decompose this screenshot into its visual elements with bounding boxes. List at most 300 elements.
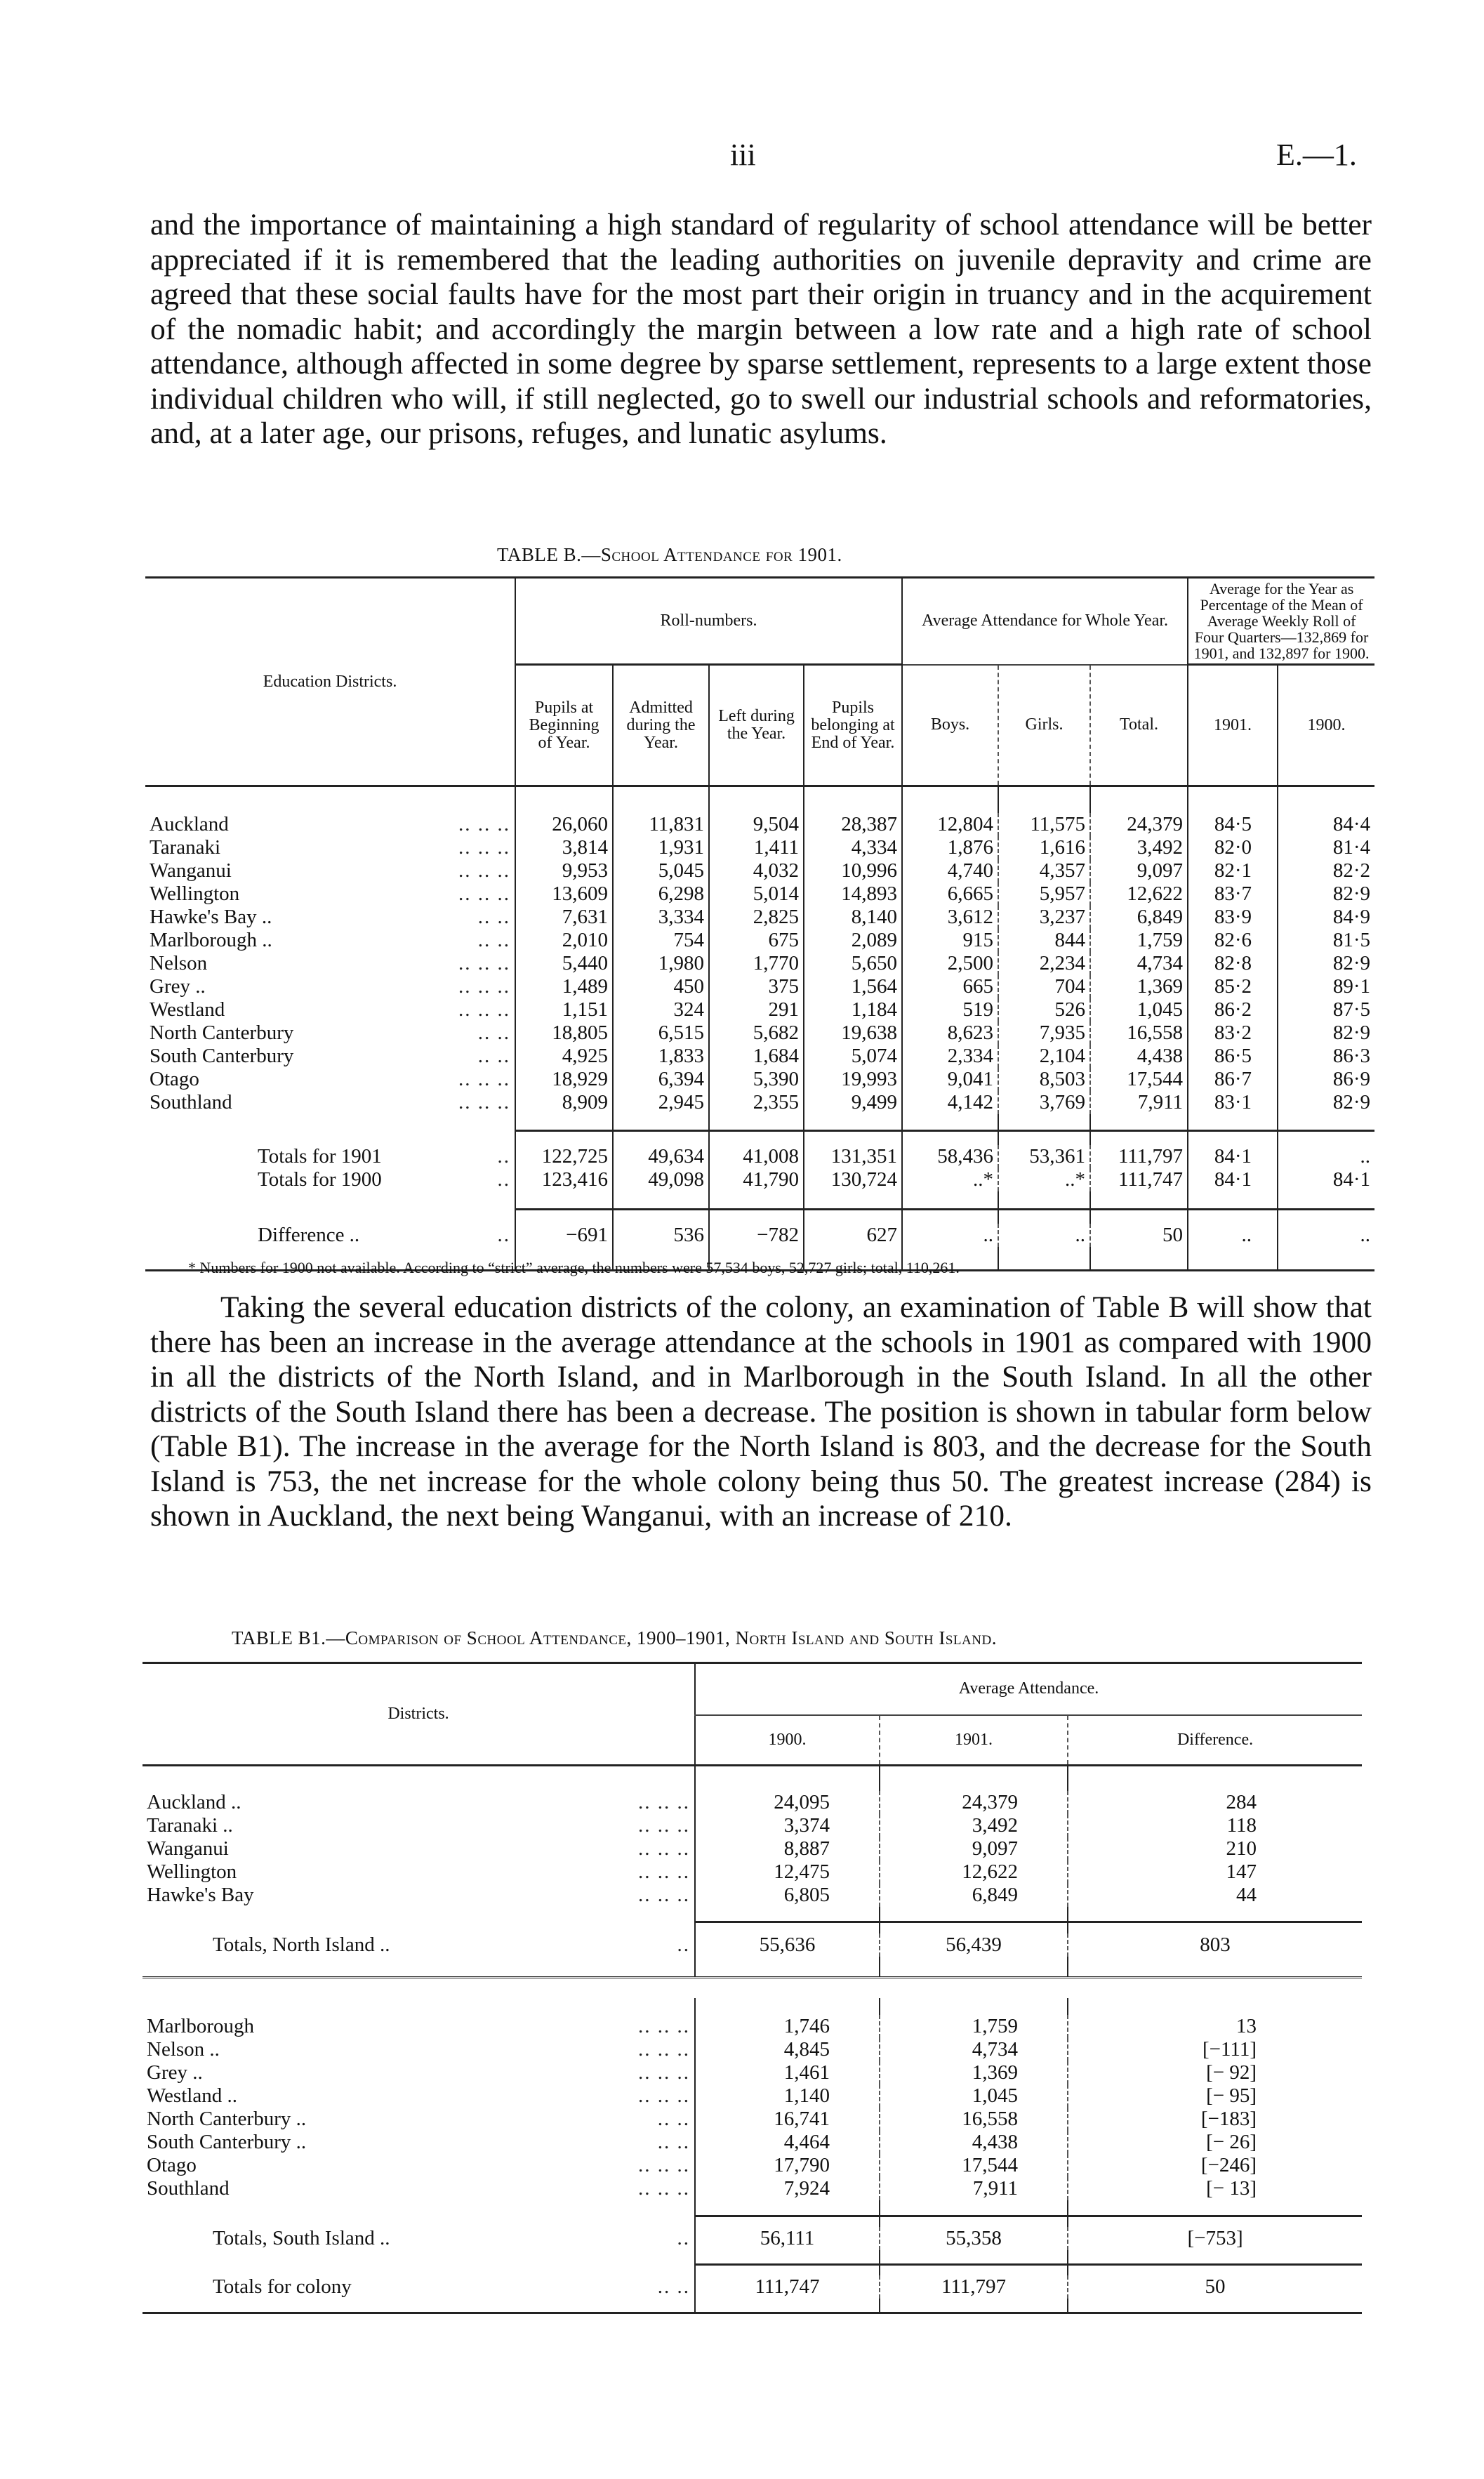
spacer-cell xyxy=(145,786,440,813)
cell-value: 24,379 xyxy=(880,1791,1068,1814)
table-row xyxy=(143,2084,1362,2108)
dot-leader: .. .. .. xyxy=(638,2038,691,2061)
cell-value: 1,770 xyxy=(709,952,804,975)
dot-leader: .. .. .. xyxy=(458,812,511,835)
north-island-total-row xyxy=(143,1933,1362,1957)
cell-value: 6,515 xyxy=(613,1022,709,1045)
column-header: Pupils at Beginning of Year. xyxy=(515,665,613,786)
row-spacer xyxy=(145,1210,1374,1224)
cell-value: 82·8 xyxy=(1188,952,1278,975)
spacer-cell xyxy=(998,786,1090,813)
table-row xyxy=(143,2061,1362,2084)
row-spacer xyxy=(145,1191,1374,1210)
spacer-cell xyxy=(695,2264,880,2275)
spacer-cell xyxy=(515,786,613,813)
cell-value: 2,334 xyxy=(902,1045,998,1068)
table-b1-comparison xyxy=(143,1662,1362,2314)
cell-value: 5,390 xyxy=(709,1068,804,1091)
cell-value: 1,616 xyxy=(998,836,1090,859)
district-name: Totals, North Island .. xyxy=(213,1933,390,1956)
spacer-cell xyxy=(284,2216,695,2227)
cell-value: 12,622 xyxy=(880,1860,1068,1884)
cell-value: 844 xyxy=(998,929,1090,952)
row-spacer xyxy=(143,2200,1362,2216)
column-header: 1900. xyxy=(695,1715,880,1766)
cell-value: 6,849 xyxy=(1090,906,1188,929)
cell-value: 704 xyxy=(998,975,1090,998)
table-row xyxy=(143,1860,1362,1884)
cell-value: 915 xyxy=(902,929,998,952)
cell-value: 1,759 xyxy=(880,2015,1068,2038)
table-row xyxy=(145,1068,1374,1091)
spacer-cell xyxy=(1068,1766,1362,1791)
row-spacer xyxy=(143,1907,1362,1922)
cell-value: [−246] xyxy=(1068,2154,1362,2177)
table-row xyxy=(143,1791,1362,1814)
cell-value: 12,804 xyxy=(902,813,998,836)
difference-row xyxy=(145,1224,1374,1247)
spacer-cell xyxy=(440,1131,515,1145)
cell-value: 147 xyxy=(1068,1860,1362,1884)
table-row xyxy=(145,859,1374,882)
cell-value: 13,609 xyxy=(515,882,613,906)
cell-value: 16,558 xyxy=(880,2108,1068,2131)
dot-leader: .. xyxy=(677,1933,691,1956)
cell-value: 12,475 xyxy=(695,1860,880,1884)
cell-value: 1,461 xyxy=(695,2061,880,2084)
spacer-cell xyxy=(804,1114,902,1131)
spacer-cell xyxy=(695,1957,880,1978)
cell-value: [− 92] xyxy=(1068,2061,1362,2084)
cell-value: 111,797 xyxy=(1090,1145,1188,1168)
district-name: South Canterbury xyxy=(150,1044,294,1067)
cell-value: 6,805 xyxy=(695,1884,880,1907)
dot-leader: .. .. .. xyxy=(638,1860,691,1883)
spacer-cell xyxy=(1090,1247,1188,1271)
table-row xyxy=(145,929,1374,952)
cell-value: 82·9 xyxy=(1278,882,1374,906)
cell-value: 4,464 xyxy=(695,2131,880,2154)
spacer-cell xyxy=(1278,1191,1374,1210)
cell-value: 111,747 xyxy=(695,2275,880,2299)
cell-value: 4,438 xyxy=(1090,1045,1188,1068)
cell-value: 3,237 xyxy=(998,906,1090,929)
spacer-cell xyxy=(1068,2216,1362,2227)
spacer-cell xyxy=(1188,786,1278,813)
column-header: Admitted during the Year. xyxy=(613,665,709,786)
cell-value: 58,436 xyxy=(902,1145,998,1168)
spacer-cell xyxy=(1278,1114,1374,1131)
spacer-cell xyxy=(515,1131,613,1145)
dot-leader: .. xyxy=(677,2227,691,2249)
column-header: Difference. xyxy=(1068,1715,1362,1766)
cell-value: 41,790 xyxy=(709,1168,804,1191)
cell-value: 82·2 xyxy=(1278,859,1374,882)
cell-value: 7,911 xyxy=(1090,1091,1188,1114)
spacer-cell xyxy=(1068,2250,1362,2264)
column-header: 1900. xyxy=(1278,665,1374,786)
totals-row xyxy=(145,1145,1374,1168)
cell-value: 2,089 xyxy=(804,929,902,952)
spacer-cell xyxy=(515,1191,613,1210)
cell-value: ..* xyxy=(998,1168,1090,1191)
cell-value: [−111] xyxy=(1068,2038,1362,2061)
cell-value: 519 xyxy=(902,998,998,1022)
cell-value: 450 xyxy=(613,975,709,998)
cell-value: 2,234 xyxy=(998,952,1090,975)
column-header: Left during the Year. xyxy=(709,665,804,786)
spacer-cell xyxy=(695,1998,880,2015)
cell-value: 5,045 xyxy=(613,859,709,882)
spacer-cell xyxy=(1090,1191,1188,1210)
cell-value: 8,623 xyxy=(902,1022,998,1045)
district-name: Hawke's Bay .. xyxy=(150,905,272,928)
document-reference: E.—1. xyxy=(1276,138,1357,172)
cell-value: 9,504 xyxy=(709,813,804,836)
cell-value: 18,929 xyxy=(515,1068,613,1091)
cell-value: 16,558 xyxy=(1090,1022,1188,1045)
cell-value: 8,140 xyxy=(804,906,902,929)
district-name: Totals for 1900 xyxy=(258,1168,382,1191)
spacer-cell xyxy=(880,2264,1068,2275)
spacer-cell xyxy=(143,2200,284,2216)
spacer-cell xyxy=(143,1766,284,1791)
table-row xyxy=(143,2108,1362,2131)
cell-value: 1,833 xyxy=(613,1045,709,1068)
cell-value: 44 xyxy=(1068,1884,1362,1907)
dot-leader: .. .. .. xyxy=(458,1090,511,1113)
cell-value: 82·9 xyxy=(1278,1022,1374,1045)
table-b-title-prefix: TABLE B.— xyxy=(497,544,601,565)
cell-value: 87·5 xyxy=(1278,998,1374,1022)
cell-value: 11,575 xyxy=(998,813,1090,836)
dot-leader: .. .. .. xyxy=(458,859,511,882)
body-paragraph-1: and the importance of maintaining a high standard of regularity of school attendance will be better appreciated if it is remembered that the leading authorities on juvenile depravity and crime are agreed that these social faults have for the most part their origin in truancy and in the acquirement of the nomadic habit; and accordingly the margin between a low rate and a high rate of school attendance, although affected in some degree by sparse settlement, represents to a large extent those individual children who will, if still neglected, go to swell our industrial schools and reformatories, and, at a later age, our prisons, refuges, and lunatic asylums. xyxy=(150,208,1372,450)
cell-value: 5,682 xyxy=(709,1022,804,1045)
spacer-cell xyxy=(880,2299,1068,2313)
spacer-cell xyxy=(143,1957,284,1978)
dot-leader: .. .. .. xyxy=(458,998,511,1021)
cell-value: 1,759 xyxy=(1090,929,1188,952)
row-spacer xyxy=(143,1922,1362,1933)
spacer-cell xyxy=(284,1957,695,1978)
cell-value: 56,111 xyxy=(695,2227,880,2250)
spacer-cell xyxy=(1068,1907,1362,1922)
spacer-cell xyxy=(284,2264,695,2275)
cell-value: 2,104 xyxy=(998,1045,1090,1068)
spacer-cell xyxy=(902,1210,998,1224)
cell-value: 50 xyxy=(1090,1224,1188,1247)
spacer-cell xyxy=(880,2216,1068,2227)
table-b1-title xyxy=(232,1627,997,1649)
cell-value: 9,041 xyxy=(902,1068,998,1091)
cell-value: 83·7 xyxy=(1188,882,1278,906)
spacer-cell xyxy=(613,1210,709,1224)
spacer-cell xyxy=(804,1210,902,1224)
spacer-cell xyxy=(1090,786,1188,813)
spacer-cell xyxy=(284,1998,695,2015)
row-spacer xyxy=(143,2250,1362,2264)
table-row xyxy=(143,1837,1362,1860)
district-name: Taranaki .. xyxy=(147,1813,233,1837)
cell-value: [− 13] xyxy=(1068,2177,1362,2200)
cell-value: 17,544 xyxy=(1090,1068,1188,1091)
body-paragraph-2: Taking the several education districts of the colony, an examination of Table B will show that there has been an increase in the average attendance at the schools in 1901 as compared with 1900 in all the districts of the North Island, and in Marlborough in the South Island. In all the other districts of the South Island there has been a decrease. The position is shown in tabular form below (Table B1). The increase in the average for the North Island is 803, and the decrease for the South Island is 753, the net increase for the whole colony being thus 50. The greatest increase (284) is shown in Auckland, the next being Wanganui, with an increase of 210. xyxy=(150,1290,1372,1533)
district-name: Grey .. xyxy=(147,2061,203,2084)
cell-value: 130,724 xyxy=(804,1168,902,1191)
spacer-cell xyxy=(1068,1922,1362,1933)
district-name: Otago xyxy=(150,1067,199,1090)
column-header: 1901. xyxy=(1188,665,1278,786)
cell-value: 84·1 xyxy=(1278,1168,1374,1191)
spacer-cell xyxy=(143,2264,284,2275)
dot-leader: .. .. xyxy=(477,1021,511,1044)
cell-value: 86·9 xyxy=(1278,1068,1374,1091)
spacer-cell xyxy=(440,786,515,813)
cell-value: 8,887 xyxy=(695,1837,880,1860)
cell-value: 11,831 xyxy=(613,813,709,836)
dot-leader: .. .. .. xyxy=(638,2084,691,2107)
dot-leader: .. .. .. xyxy=(458,835,511,859)
cell-value: 85·2 xyxy=(1188,975,1278,998)
cell-value: 6,665 xyxy=(902,882,998,906)
spacer-cell xyxy=(695,2250,880,2264)
cell-value: 86·7 xyxy=(1188,1068,1278,1091)
cell-value: 1,140 xyxy=(695,2084,880,2108)
spacer-cell xyxy=(284,2250,695,2264)
dot-leader: .. .. xyxy=(657,2131,691,2153)
district-name: Auckland .. xyxy=(147,1790,241,1813)
cell-value: [−753] xyxy=(1068,2227,1362,2250)
cell-value: 56,439 xyxy=(880,1933,1068,1957)
spacer-cell xyxy=(143,2299,284,2313)
cell-value: 6,849 xyxy=(880,1884,1068,1907)
spacer-cell xyxy=(709,1131,804,1145)
cell-value: 9,953 xyxy=(515,859,613,882)
dot-leader: .. xyxy=(497,1168,511,1191)
cell-value: 55,636 xyxy=(695,1933,880,1957)
spacer-cell xyxy=(880,1998,1068,2015)
dot-leader: .. .. .. xyxy=(458,882,511,905)
spacer-cell xyxy=(143,1907,284,1922)
spacer-cell xyxy=(1068,2200,1362,2216)
spacer-cell xyxy=(284,2299,695,2313)
row-spacer xyxy=(143,2216,1362,2227)
cell-value: 82·1 xyxy=(1188,859,1278,882)
spacer-cell xyxy=(1278,1210,1374,1224)
cell-value: 375 xyxy=(709,975,804,998)
district-name: Otago xyxy=(147,2154,197,2176)
dot-leader: .. .. .. xyxy=(638,2154,691,2176)
page-number: iii xyxy=(730,138,756,172)
spacer-cell xyxy=(998,1247,1090,1271)
spacer-cell xyxy=(695,1922,880,1933)
district-name: Wanganui xyxy=(147,1837,229,1860)
district-name: Difference .. xyxy=(258,1223,360,1246)
cell-value: 1,045 xyxy=(880,2084,1068,2108)
cell-value: 5,074 xyxy=(804,1045,902,1068)
district-name: Grey .. xyxy=(150,974,206,998)
spacer-cell xyxy=(440,1210,515,1224)
spacer-cell xyxy=(1278,1131,1374,1145)
cell-value: 82·9 xyxy=(1278,952,1374,975)
cell-value: .. xyxy=(1278,1145,1374,1168)
cell-value: 1,369 xyxy=(880,2061,1068,2084)
cell-value: 1,411 xyxy=(709,836,804,859)
table-b1-title-prefix: TABLE B1.— xyxy=(232,1627,345,1648)
district-name: Marlborough .. xyxy=(150,928,272,951)
cell-value: 5,957 xyxy=(998,882,1090,906)
cell-value: 82·6 xyxy=(1188,929,1278,952)
cell-value: 5,650 xyxy=(804,952,902,975)
row-spacer xyxy=(143,2299,1362,2313)
cell-value: 8,909 xyxy=(515,1091,613,1114)
spacer-cell xyxy=(1068,1998,1362,2015)
district-name: Wellington xyxy=(147,1860,237,1883)
cell-value: 49,098 xyxy=(613,1168,709,1191)
table-b-school-attendance xyxy=(145,576,1374,1271)
spacer-cell xyxy=(695,2299,880,2313)
cell-value: 2,010 xyxy=(515,929,613,952)
cell-value: 3,334 xyxy=(613,906,709,929)
cell-value: 754 xyxy=(613,929,709,952)
cell-value: 83·1 xyxy=(1188,1091,1278,1114)
table-row xyxy=(143,1884,1362,1907)
spacer-cell xyxy=(1188,1191,1278,1210)
cell-value: 81·4 xyxy=(1278,836,1374,859)
header-percentage: Average for the Year as Percentage of the Mean of Average Weekly Roll of Four Quarters—132,869 for 1901, and 132,897 for 1900. xyxy=(1188,578,1374,665)
cell-value: 111,747 xyxy=(1090,1168,1188,1191)
district-name: North Canterbury .. xyxy=(147,2108,307,2130)
dot-leader: .. .. .. xyxy=(458,974,511,998)
spacer-cell xyxy=(284,1766,695,1791)
cell-value: 4,334 xyxy=(804,836,902,859)
cell-value: .. xyxy=(902,1224,998,1247)
cell-value: 7,631 xyxy=(515,906,613,929)
cell-value: 118 xyxy=(1068,1814,1362,1837)
spacer-cell xyxy=(613,1131,709,1145)
cell-value: 123,416 xyxy=(515,1168,613,1191)
cell-value: 55,358 xyxy=(880,2227,1068,2250)
cell-value: [−183] xyxy=(1068,2108,1362,2131)
cell-value: 84·4 xyxy=(1278,813,1374,836)
table-row xyxy=(145,836,1374,859)
cell-value: [− 26] xyxy=(1068,2131,1362,2154)
spacer-cell xyxy=(695,2216,880,2227)
cell-value: 3,374 xyxy=(695,1814,880,1837)
spacer-cell xyxy=(695,1766,880,1791)
cell-value: 6,394 xyxy=(613,1068,709,1091)
cell-value: 41,008 xyxy=(709,1145,804,1168)
cell-value: 4,740 xyxy=(902,859,998,882)
spacer-cell xyxy=(1188,1131,1278,1145)
district-name: Auckland xyxy=(150,812,229,835)
cell-value: 526 xyxy=(998,998,1090,1022)
table-b-title-text: School Attendance for 1901. xyxy=(600,544,842,565)
dot-leader: .. .. .. xyxy=(638,1790,691,1813)
row-spacer xyxy=(143,1998,1362,2015)
table-b1-title-text: Comparison of School Attendance, 1900–1901, North Island and South Island. xyxy=(345,1627,997,1648)
district-name: Southland xyxy=(147,2177,230,2200)
cell-value: 4,734 xyxy=(880,2038,1068,2061)
cell-value: 1,876 xyxy=(902,836,998,859)
cell-value: 675 xyxy=(709,929,804,952)
cell-value: 803 xyxy=(1068,1933,1362,1957)
cell-value: 82·9 xyxy=(1278,1091,1374,1114)
header-average-attendance: Average Attendance for Whole Year. xyxy=(902,578,1188,665)
cell-value: 3,492 xyxy=(1090,836,1188,859)
spacer-cell xyxy=(143,2250,284,2264)
table-row xyxy=(143,2131,1362,2154)
cell-value: 89·1 xyxy=(1278,975,1374,998)
cell-value: 1,045 xyxy=(1090,998,1188,1022)
cell-value: .. xyxy=(1278,1224,1374,1247)
cell-value: 3,769 xyxy=(998,1091,1090,1114)
spacer-cell xyxy=(709,1191,804,1210)
cell-value: 8,503 xyxy=(998,1068,1090,1091)
cell-value: 5,440 xyxy=(515,952,613,975)
header-average-attendance: Average Attendance. xyxy=(695,1663,1362,1715)
table-row xyxy=(145,975,1374,998)
cell-value: 291 xyxy=(709,998,804,1022)
cell-value: 86·3 xyxy=(1278,1045,1374,1068)
cell-value: 81·5 xyxy=(1278,929,1374,952)
cell-value: 16,741 xyxy=(695,2108,880,2131)
cell-value: 1,564 xyxy=(804,975,902,998)
cell-value: 284 xyxy=(1068,1791,1362,1814)
dot-leader: .. xyxy=(497,1223,511,1246)
spacer-cell xyxy=(1068,1957,1362,1978)
dot-leader: .. .. .. xyxy=(638,2177,691,2200)
spacer-cell xyxy=(284,2200,695,2216)
cell-value: 1,151 xyxy=(515,998,613,1022)
spacer-cell xyxy=(515,1114,613,1131)
spacer-cell xyxy=(709,786,804,813)
table-row xyxy=(143,2154,1362,2177)
dot-leader: .. .. xyxy=(657,2275,691,2298)
row-spacer xyxy=(145,1114,1374,1131)
spacer-cell xyxy=(902,786,998,813)
cell-value: .. xyxy=(998,1224,1090,1247)
cell-value: 5,014 xyxy=(709,882,804,906)
spacer-cell xyxy=(804,786,902,813)
cell-value: 1,184 xyxy=(804,998,902,1022)
table-row xyxy=(145,882,1374,906)
spacer-cell xyxy=(143,1998,284,2015)
district-name: Wellington xyxy=(150,882,240,905)
cell-value: 24,379 xyxy=(1090,813,1188,836)
spacer-cell xyxy=(145,1191,440,1210)
cell-value: 6,298 xyxy=(613,882,709,906)
cell-value: 84·9 xyxy=(1278,906,1374,929)
cell-value: 50 xyxy=(1068,2275,1362,2299)
cell-value: −782 xyxy=(709,1224,804,1247)
dot-leader: .. .. .. xyxy=(638,1837,691,1860)
table-b-title xyxy=(497,544,842,566)
cell-value: 1,931 xyxy=(613,836,709,859)
district-name: Marlborough xyxy=(147,2015,255,2037)
row-spacer xyxy=(145,1131,1374,1145)
cell-value: 18,805 xyxy=(515,1022,613,1045)
cell-value: 4,142 xyxy=(902,1091,998,1114)
cell-value: 2,355 xyxy=(709,1091,804,1114)
spacer-cell xyxy=(1068,2264,1362,2275)
cell-value: 4,845 xyxy=(695,2038,880,2061)
cell-value: 17,544 xyxy=(880,2154,1068,2177)
spacer-cell xyxy=(284,1922,695,1933)
colony-total-row xyxy=(143,2275,1362,2299)
cell-value: 10,996 xyxy=(804,859,902,882)
